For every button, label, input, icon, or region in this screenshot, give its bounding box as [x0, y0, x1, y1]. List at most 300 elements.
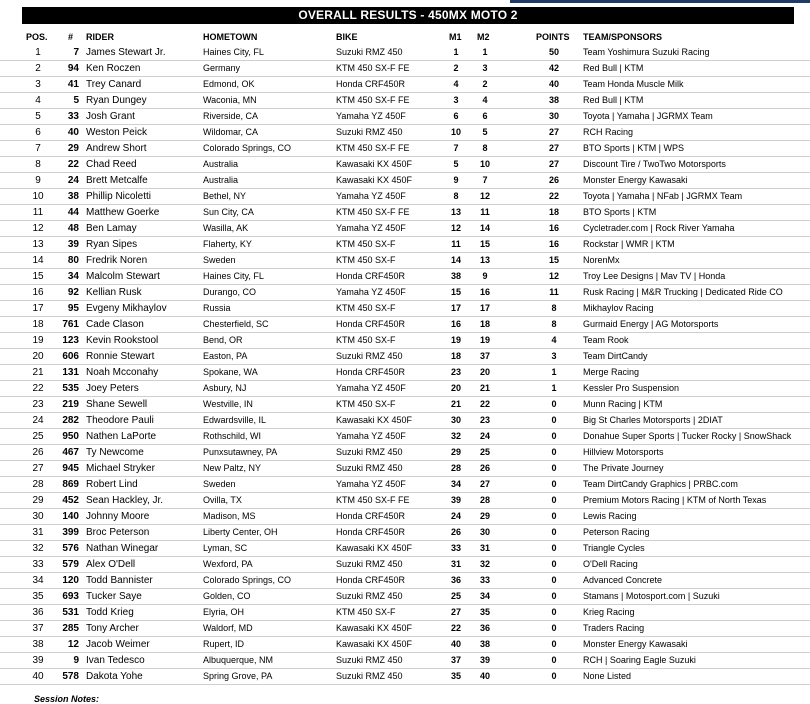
row-pos: 17 [32, 303, 44, 314]
row-points: 11 [549, 287, 559, 297]
table-row [0, 269, 810, 285]
row-hometown: Durango, CO [203, 287, 257, 297]
row-m1: 24 [450, 511, 461, 521]
row-pos: 1 [35, 47, 41, 58]
row-number: 39 [67, 239, 79, 250]
row-m2: 32 [479, 559, 490, 569]
row-points: 0 [551, 415, 557, 425]
row-hometown: Bend, OR [203, 335, 243, 345]
row-number: 869 [62, 479, 79, 490]
row-number: 44 [67, 207, 79, 218]
row-hometown: Colorado Springs, CO [203, 143, 292, 153]
row-hometown: Madison, MS [203, 511, 256, 521]
row-team: Cycletrader.com | Rock River Yamaha [583, 223, 735, 233]
row-points: 0 [551, 591, 557, 601]
row-bike: Suzuki RMZ 450 [336, 591, 403, 601]
row-points: 18 [548, 207, 559, 217]
row-hometown: Elyria, OH [203, 607, 245, 617]
row-rider: Kellian Rusk [86, 287, 142, 298]
row-hometown: Punxsutawney, PA [203, 447, 278, 457]
row-team: Red Bull | KTM [583, 63, 644, 73]
row-hometown: Rupert, ID [203, 639, 245, 649]
row-number: 282 [62, 415, 79, 426]
row-m2: 16 [479, 287, 490, 297]
row-pos: 26 [32, 447, 44, 458]
row-number: 579 [62, 559, 79, 570]
row-team: Donahue Super Sports | Tucker Rocky | SnowShack [583, 431, 792, 441]
row-points: 0 [551, 655, 557, 665]
row-bike: Yamaha YZ 450F [336, 479, 406, 489]
row-rider: James Stewart Jr. [86, 47, 166, 58]
row-points: 38 [548, 95, 559, 105]
row-team: Toyota | Yamaha | JGRMX Team [583, 111, 713, 121]
row-number: 95 [67, 303, 79, 314]
row-pos: 31 [32, 527, 44, 538]
row-hometown: Westville, IN [203, 399, 253, 409]
row-points: 16 [548, 223, 559, 233]
row-team: The Private Journey [583, 463, 664, 473]
table-row [0, 157, 810, 173]
row-pos: 32 [32, 543, 44, 554]
row-hometown: Wasilla, AK [203, 223, 249, 233]
row-number: 399 [62, 527, 79, 538]
row-bike: Honda CRF450R [336, 367, 406, 377]
row-points: 0 [551, 543, 557, 553]
row-points: 15 [548, 255, 559, 265]
row-pos: 13 [32, 239, 44, 250]
table-row [0, 253, 810, 269]
table-row [0, 573, 810, 589]
row-number: 467 [62, 447, 79, 458]
row-m1: 25 [450, 591, 461, 601]
row-team: NorenMx [583, 255, 620, 265]
row-points: 0 [551, 559, 557, 569]
row-hometown: Australia [203, 159, 239, 169]
row-m2: 13 [479, 255, 490, 265]
row-hometown: Easton, PA [203, 351, 248, 361]
row-points: 0 [551, 607, 557, 617]
row-hometown: Russia [203, 303, 231, 313]
row-hometown: Flaherty, KY [203, 239, 252, 249]
row-number: 12 [67, 639, 79, 650]
row-pos: 8 [35, 159, 41, 170]
row-rider: Nathen LaPorte [86, 431, 157, 442]
session-notes-label: Session Notes: [34, 694, 100, 704]
row-number: 285 [62, 623, 79, 634]
row-points: 42 [548, 63, 559, 73]
row-hometown: Rothschild, WI [203, 431, 262, 441]
row-bike: KTM 450 SX-F FE [336, 495, 410, 505]
row-number: 120 [62, 575, 79, 586]
row-rider: Chad Reed [86, 159, 137, 170]
row-hometown: Wildomar, CA [203, 127, 259, 137]
row-bike: Yamaha YZ 450F [336, 383, 406, 393]
row-m1: 31 [450, 559, 461, 569]
row-m1: 23 [450, 367, 461, 377]
row-points: 16 [548, 239, 559, 249]
header-pos: POS. [26, 32, 48, 42]
row-bike: KTM 450 SX-F [336, 239, 396, 249]
table-row [0, 621, 810, 637]
row-pos: 14 [32, 255, 44, 266]
row-bike: Yamaha YZ 450F [336, 111, 406, 121]
row-bike: Suzuki RMZ 450 [336, 351, 403, 361]
row-number: 38 [67, 191, 79, 202]
row-team: BTO Sports | KTM [583, 207, 657, 217]
row-bike: Suzuki RMZ 450 [336, 559, 403, 569]
row-points: 0 [551, 671, 557, 681]
row-number: 606 [62, 351, 79, 362]
row-points: 0 [551, 623, 557, 633]
row-m1: 27 [450, 607, 461, 617]
row-team: Merge Racing [583, 367, 640, 377]
row-m1: 1 [453, 47, 459, 57]
row-number: 40 [67, 127, 79, 138]
row-team: Stamans | Motosport.com | Suzuki [583, 591, 720, 601]
row-rider: Robert Lind [86, 479, 138, 490]
row-team: None Listed [583, 671, 632, 681]
row-rider: Todd Krieg [86, 607, 134, 618]
row-m1: 40 [450, 639, 461, 649]
row-m1: 9 [453, 175, 459, 185]
row-m2: 38 [479, 639, 490, 649]
row-hometown: Waldorf, MD [203, 623, 253, 633]
row-pos: 7 [35, 143, 41, 154]
row-rider: Evgeny Mikhaylov [86, 303, 167, 314]
table-row [0, 605, 810, 621]
row-m2: 35 [479, 607, 490, 617]
row-bike: Kawasaki KX 450F [336, 159, 413, 169]
row-number: 945 [62, 463, 79, 474]
row-m2: 30 [479, 527, 490, 537]
table-row [0, 637, 810, 653]
row-bike: Yamaha YZ 450F [336, 431, 406, 441]
row-bike: Yamaha YZ 450F [336, 191, 406, 201]
row-team: Peterson Racing [583, 527, 650, 537]
row-m2: 1 [482, 47, 488, 57]
row-hometown: Australia [203, 175, 239, 185]
row-team: Krieg Racing [583, 607, 635, 617]
row-rider: Alex O'Dell [86, 559, 136, 570]
row-team: Gurmaid Energy | AG Motorsports [583, 319, 719, 329]
row-pos: 9 [35, 175, 41, 186]
row-bike: Yamaha YZ 450F [336, 287, 406, 297]
page-title: OVERALL RESULTS - 450MX MOTO 2 [22, 7, 794, 24]
header-m1: M1 [449, 32, 462, 42]
row-pos: 18 [32, 319, 44, 330]
row-rider: Weston Peick [86, 127, 147, 138]
row-rider: Noah Mcconahy [86, 367, 159, 378]
row-m2: 24 [479, 431, 490, 441]
row-pos: 35 [32, 591, 44, 602]
row-m1: 2 [453, 63, 459, 73]
row-number: 131 [62, 367, 79, 378]
row-bike: Honda CRF450R [336, 511, 406, 521]
header-num: # [68, 32, 74, 42]
row-pos: 12 [32, 223, 44, 234]
table-row [0, 669, 810, 685]
row-points: 4 [551, 335, 557, 345]
row-points: 8 [551, 319, 557, 329]
table-row [0, 221, 810, 237]
row-points: 12 [548, 271, 559, 281]
row-points: 0 [551, 479, 557, 489]
row-rider: Ivan Tedesco [86, 655, 145, 666]
row-m1: 33 [450, 543, 461, 553]
row-m2: 29 [479, 511, 490, 521]
row-team: Team Honda Muscle Milk [583, 79, 684, 89]
row-pos: 15 [32, 271, 44, 282]
row-bike: KTM 450 SX-F FE [336, 95, 410, 105]
table-row [0, 125, 810, 141]
top-accent-bar [510, 0, 810, 3]
row-pos: 38 [32, 639, 44, 650]
row-team: O'Dell Racing [583, 559, 638, 569]
row-m1: 8 [453, 191, 459, 201]
row-m2: 22 [479, 399, 490, 409]
row-number: 578 [62, 671, 79, 682]
row-m1: 12 [450, 223, 461, 233]
table-row [0, 317, 810, 333]
row-pos: 27 [32, 463, 44, 474]
row-m2: 14 [479, 223, 490, 233]
header-points: POINTS [536, 32, 570, 42]
row-bike: Yamaha YZ 450F [336, 223, 406, 233]
row-points: 27 [548, 159, 559, 169]
row-points: 0 [551, 463, 557, 473]
row-points: 0 [551, 447, 557, 457]
row-m1: 18 [450, 351, 461, 361]
row-m2: 15 [479, 239, 490, 249]
row-bike: Kawasaki KX 450F [336, 639, 413, 649]
row-team: Munn Racing | KTM [583, 399, 663, 409]
table-row [0, 301, 810, 317]
row-pos: 10 [32, 191, 44, 202]
row-m2: 9 [482, 271, 488, 281]
row-number: 5 [73, 95, 79, 106]
header-team: TEAM/SPONSORS [583, 32, 663, 42]
row-m1: 36 [450, 575, 461, 585]
row-team: RCH Racing [583, 127, 634, 137]
row-number: 41 [67, 79, 79, 90]
row-number: 452 [62, 495, 79, 506]
row-hometown: Asbury, NJ [203, 383, 247, 393]
row-m2: 25 [479, 447, 490, 457]
row-bike: Honda CRF450R [336, 79, 406, 89]
row-rider: Ronnie Stewart [86, 351, 155, 362]
row-hometown: Bethel, NY [203, 191, 247, 201]
top-bar [0, 0, 810, 7]
row-number: 7 [73, 47, 79, 58]
row-rider: Tucker Saye [86, 591, 142, 602]
header-bike: BIKE [336, 32, 358, 42]
row-rider: Ty Newcome [86, 447, 144, 458]
row-team: Team Rook [583, 335, 629, 345]
row-m1: 11 [451, 239, 461, 249]
row-pos: 11 [32, 207, 44, 218]
row-m2: 5 [482, 127, 488, 137]
row-hometown: Haines City, FL [203, 271, 264, 281]
table-row [0, 509, 810, 525]
row-team: Monster Energy Kawasaki [583, 175, 688, 185]
table-row [0, 413, 810, 429]
row-hometown: Edmond, OK [203, 79, 255, 89]
row-hometown: Sweden [203, 479, 236, 489]
row-points: 0 [551, 575, 557, 585]
table-row [0, 365, 810, 381]
row-m2: 4 [482, 95, 488, 105]
row-points: 3 [551, 351, 557, 361]
row-m1: 14 [450, 255, 461, 265]
row-number: 123 [62, 335, 79, 346]
row-hometown: Spring Grove, PA [203, 671, 273, 681]
row-bike: Suzuki RMZ 450 [336, 127, 403, 137]
table-row [0, 541, 810, 557]
row-pos: 21 [32, 367, 44, 378]
row-rider: Ken Roczen [86, 63, 141, 74]
row-m2: 23 [479, 415, 490, 425]
row-team: Kessler Pro Suspension [583, 383, 680, 393]
row-team: BTO Sports | KTM | WPS [583, 143, 685, 153]
row-rider: Ryan Dungey [86, 95, 147, 106]
row-team: Discount Tire / TwoTwo Motorsports [583, 159, 726, 169]
row-m2: 21 [479, 383, 490, 393]
row-bike: Suzuki RMZ 450 [336, 447, 403, 457]
row-m2: 18 [479, 319, 490, 329]
row-hometown: Albuquerque, NM [203, 655, 274, 665]
row-rider: Dakota Yohe [86, 671, 143, 682]
row-m2: 27 [479, 479, 490, 489]
row-bike: KTM 450 SX-F [336, 607, 396, 617]
row-m1: 16 [450, 319, 461, 329]
row-m2: 2 [482, 79, 488, 89]
row-m1: 13 [450, 207, 461, 217]
header-m2: M2 [477, 32, 490, 42]
row-number: 24 [67, 175, 79, 186]
row-m2: 8 [482, 143, 488, 153]
table-row [0, 333, 810, 349]
row-rider: Josh Grant [86, 111, 135, 122]
row-bike: Suzuki RMZ 450 [336, 463, 403, 473]
row-team: Big St Charles Motorsports | 2DIAT [583, 415, 723, 425]
row-number: 693 [62, 591, 79, 602]
row-rider: Johnny Moore [86, 511, 150, 522]
row-hometown: Lyman, SC [203, 543, 248, 553]
row-team: Advanced Concrete [583, 575, 663, 585]
row-m1: 35 [450, 671, 461, 681]
row-m1: 39 [450, 495, 461, 505]
row-team: Team DirtCandy [583, 351, 648, 361]
row-points: 26 [548, 175, 559, 185]
table-row [0, 77, 810, 93]
row-hometown: Ovilla, TX [203, 495, 242, 505]
row-m2: 6 [482, 111, 488, 121]
row-rider: Cade Clason [86, 319, 144, 330]
row-hometown: New Paltz, NY [203, 463, 262, 473]
row-m2: 7 [482, 175, 488, 185]
row-m1: 15 [450, 287, 461, 297]
row-bike: Kawasaki KX 450F [336, 175, 413, 185]
results-table [0, 45, 810, 685]
table-row [0, 557, 810, 573]
row-hometown: Riverside, CA [203, 111, 259, 121]
row-team: Red Bull | KTM [583, 95, 644, 105]
row-rider: Todd Bannister [86, 575, 153, 586]
row-team: Troy Lee Designs | Mav TV | Honda [583, 271, 726, 281]
table-row [0, 109, 810, 125]
row-m1: 38 [450, 271, 461, 281]
row-points: 8 [551, 303, 557, 313]
row-rider: Matthew Goerke [86, 207, 160, 218]
table-row [0, 461, 810, 477]
row-pos: 22 [32, 383, 44, 394]
row-m2: 10 [479, 159, 490, 169]
row-m2: 26 [479, 463, 490, 473]
row-team: Hillview Motorsports [583, 447, 664, 457]
row-m1: 3 [453, 95, 459, 105]
row-rider: Theodore Pauli [86, 415, 154, 426]
row-m1: 32 [450, 431, 461, 441]
row-points: 1 [551, 383, 557, 393]
table-row [0, 205, 810, 221]
row-m1: 29 [450, 447, 461, 457]
row-points: 27 [548, 143, 559, 153]
row-m1: 22 [450, 623, 461, 633]
row-team: Rockstar | WMR | KTM [583, 239, 675, 249]
row-bike: Suzuki RMZ 450 [336, 671, 403, 681]
row-rider: Joey Peters [86, 383, 139, 394]
row-pos: 29 [32, 495, 44, 506]
row-pos: 34 [32, 575, 44, 586]
row-rider: Kevin Rookstool [86, 335, 159, 346]
row-m2: 3 [482, 63, 488, 73]
row-pos: 39 [32, 655, 44, 666]
row-m1: 21 [450, 399, 461, 409]
row-number: 80 [67, 255, 79, 266]
header-rider: RIDER [86, 32, 115, 42]
row-number: 9 [73, 655, 79, 666]
row-pos: 20 [32, 351, 44, 362]
row-points: 0 [551, 527, 557, 537]
row-points: 50 [548, 47, 559, 57]
row-number: 33 [67, 111, 79, 122]
table-row [0, 61, 810, 77]
row-rider: Brett Metcalfe [86, 175, 148, 186]
row-team: RCH | Soaring Eagle Suzuki [583, 655, 696, 665]
row-number: 34 [67, 271, 79, 282]
row-rider: Malcolm Stewart [86, 271, 160, 282]
table-row [0, 93, 810, 109]
row-bike: Kawasaki KX 450F [336, 415, 413, 425]
row-m2: 11 [480, 207, 490, 217]
row-pos: 23 [32, 399, 44, 410]
row-rider: Broc Peterson [86, 527, 150, 538]
row-points: 1 [551, 367, 557, 377]
row-number: 94 [67, 63, 79, 74]
table-row [0, 397, 810, 413]
row-rider: Jacob Weimer [86, 639, 150, 650]
row-bike: KTM 450 SX-F FE [336, 143, 410, 153]
table-row [0, 285, 810, 301]
row-m2: 31 [479, 543, 490, 553]
table-row [0, 445, 810, 461]
row-pos: 40 [32, 671, 44, 682]
row-m1: 10 [450, 127, 461, 137]
row-bike: Suzuki RMZ 450 [336, 655, 403, 665]
row-points: 0 [551, 639, 557, 649]
row-team: Premium Motors Racing | KTM of North Texas [583, 495, 767, 505]
row-team: Monster Energy Kawasaki [583, 639, 688, 649]
